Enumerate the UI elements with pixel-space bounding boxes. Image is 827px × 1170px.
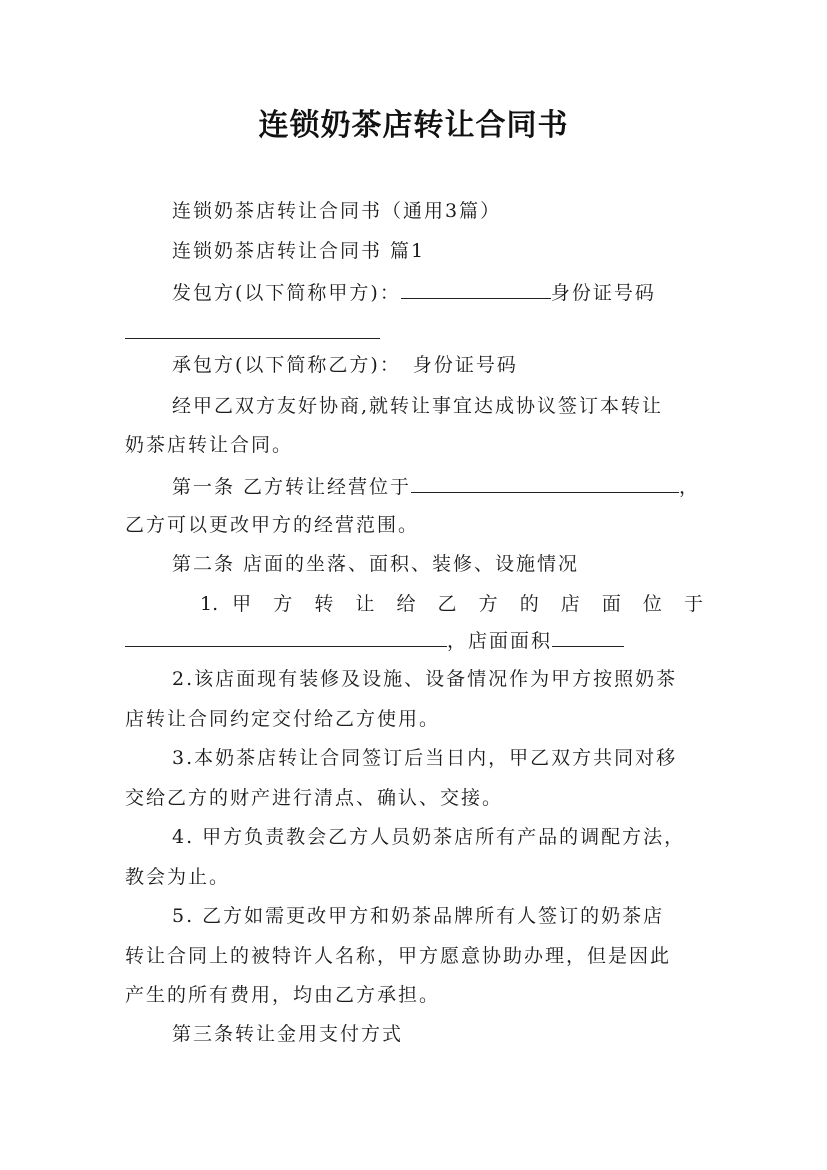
clause-1-line: 1. 甲 方 转 让 给 乙 方 的 店 面 位 于: [200, 593, 703, 615]
area-label: ，店面面积: [447, 630, 553, 652]
party-a-id-blank: [125, 318, 380, 339]
area-blank: [552, 626, 624, 647]
clause-3-line: 3.本奶茶店转让合同签订后当日内，甲乙双方共同对移: [172, 747, 678, 769]
paragraph-line: 交给乙方的财产进行清点、确认、交接。: [125, 787, 504, 809]
paragraph-line: 乙方可以更改甲方的经营范围。: [125, 514, 420, 536]
clause-1-continue: [125, 626, 624, 654]
party-a-label: 发包方(以下简称甲方)：: [172, 282, 401, 304]
store-location-blank: [125, 626, 447, 647]
article-one-label: 第一条 乙方转让经营位于: [172, 476, 412, 498]
party-a-blank: [401, 278, 551, 299]
article-two-heading: 第二条 店面的坐落、面积、装修、设施情况: [172, 553, 580, 575]
paragraph-line: 产生的所有费用，均由乙方承担。: [125, 984, 441, 1006]
paragraph-line: 经甲乙双方友好协商,就转让事宜达成协议签订本转让: [172, 395, 664, 417]
article-three-heading: 第三条转让金用支付方式: [172, 1023, 404, 1045]
comma: ，: [679, 476, 701, 498]
clause-5-line: 5. 乙方如需更改甲方和奶茶品牌所有人签订的奶茶店: [172, 905, 665, 927]
party-b-line: [172, 352, 518, 378]
paragraph-line: 奶茶店转让合同。: [125, 434, 294, 456]
section-heading: 连锁奶茶店转让合同书 篇1: [172, 240, 426, 262]
article-one-line: [172, 472, 700, 500]
document-title: 连锁奶茶店转让合同书: [258, 108, 569, 143]
party-a-line: [172, 278, 656, 306]
subtitle-line: 连锁奶茶店转让合同书（通用3篇）: [172, 200, 502, 222]
clause-2-line: 2.该店面现有装修及设施、设备情况作为甲方按照奶茶: [172, 668, 678, 690]
clause-4-line: 4. 甲方负责教会乙方人员奶茶店所有产品的调配方法，: [172, 826, 686, 848]
party-a-id-label: 身份证号码: [550, 282, 656, 304]
location-blank: [411, 472, 679, 493]
party-a-id-line: [125, 318, 380, 346]
party-b-id-label: 身份证号码: [412, 354, 518, 376]
paragraph-line: 转让合同上的被特许人名称，甲方愿意协助办理，但是因此: [125, 945, 672, 967]
paragraph-line: 教会为止。: [125, 866, 231, 888]
paragraph-line: 店转让合同约定交付给乙方使用。: [125, 708, 441, 730]
party-b-label: 承包方(以下简称乙方)：: [172, 354, 401, 376]
